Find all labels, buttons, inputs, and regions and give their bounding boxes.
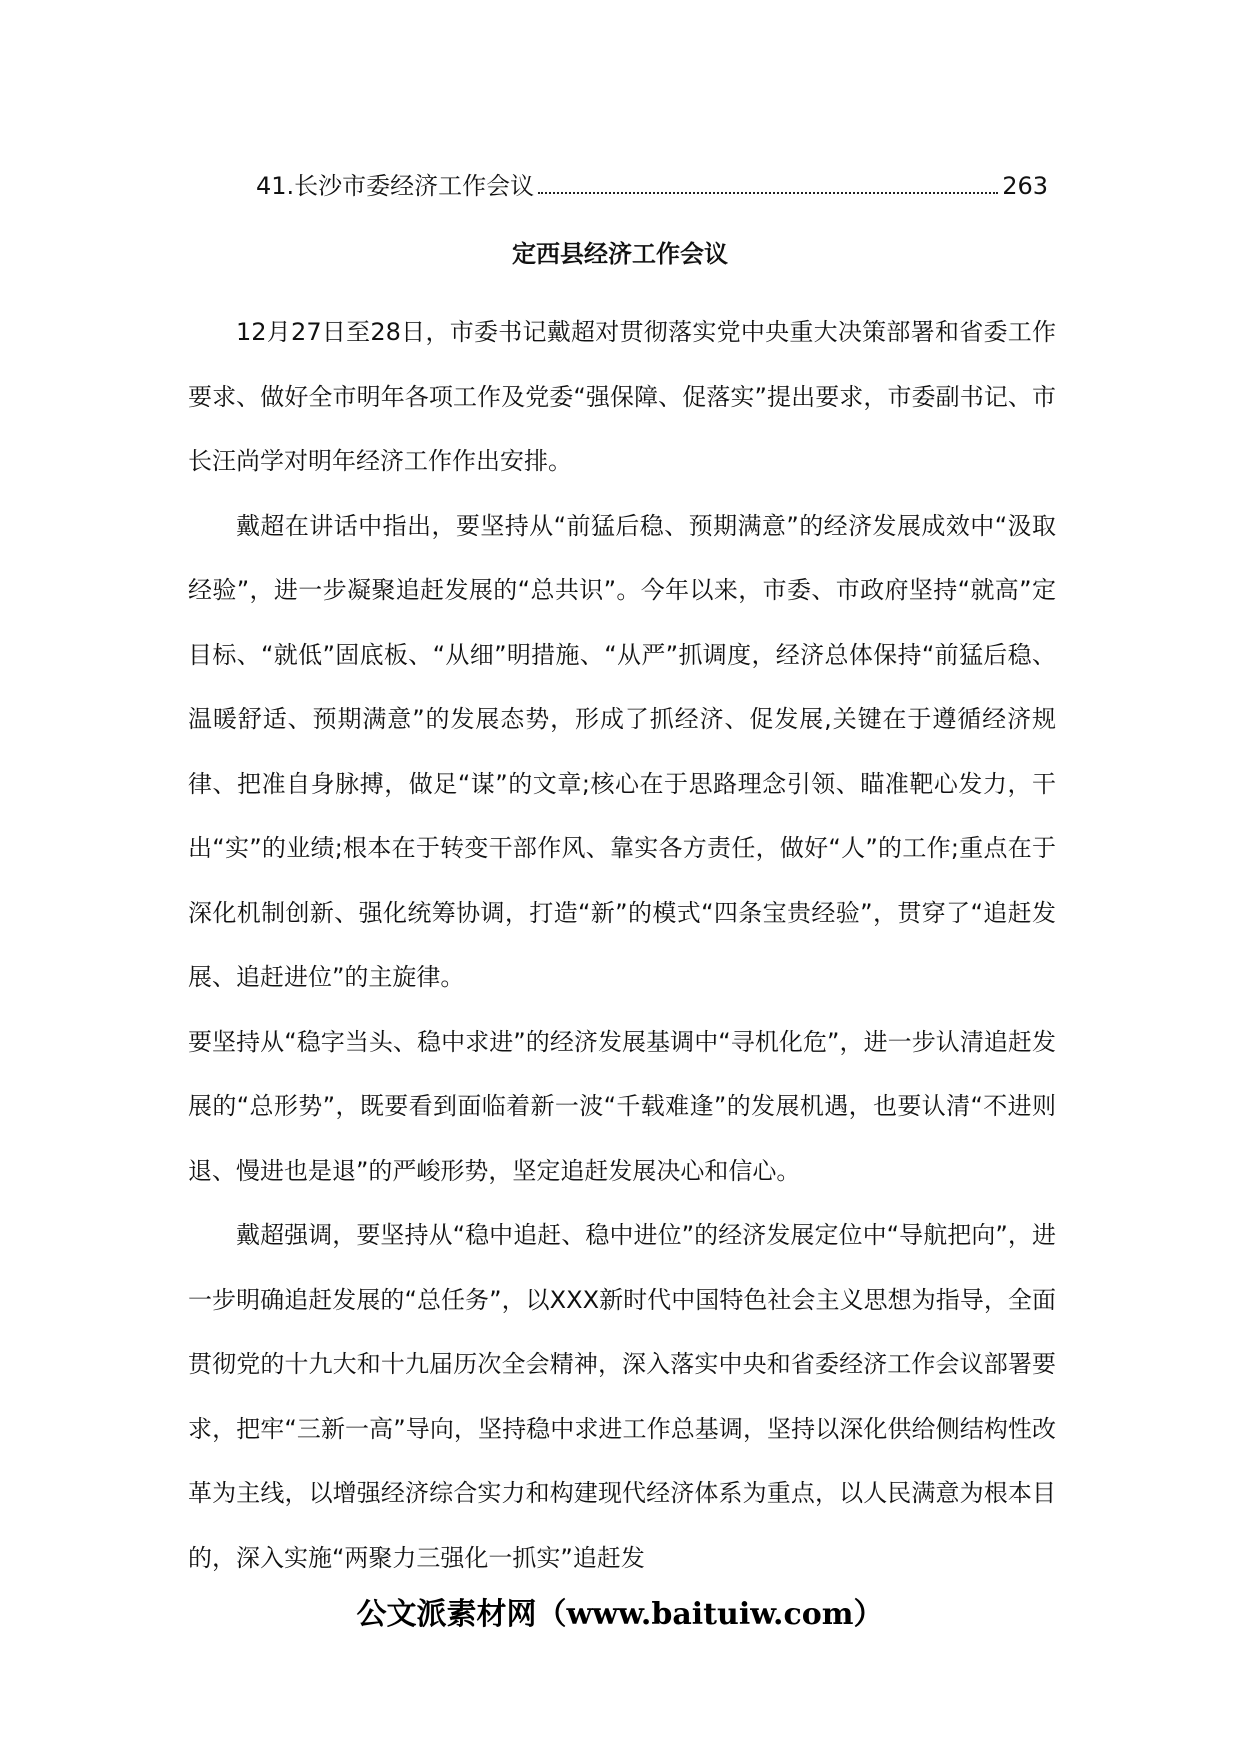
paragraph: 戴超强调，要坚持从“稳中追赶、稳中进位”的经济发展定位中“导航把向”，进一步明确追赶发展的“总任务”，以XXX新时代中国特色社会主义思想为指导，全面贯彻党的十九大和十九届历次全会精神，深入落实中央和省委经济工作会议部署要求，把牢“三新一高”导向，坚持稳中求进工作总基调，坚持以深化供给侧结构性改革为主线，以增强经济综合实力和构建现代经济体系为重点，以人民满意为根本目的，深入实施“两聚力三强化一抓实”追赶发	[188, 1221, 1056, 1572]
toc-entry-page: 263	[1002, 172, 1048, 200]
paragraph: 要坚持从“稳字当头、稳中求进”的经济发展基调中“寻机化危”，进一步认清追赶发展的“总形势”，既要看到面临着新一波“千载难逢”的发展机遇，也要认清“不进则退、慢进也是退”的严峻形势，坚定追赶发展决心和信心。	[188, 1027, 1056, 1185]
toc-leader-dots	[538, 191, 998, 194]
paragraph: 12月27日至28日，市委书记戴超对贯彻落实党中央重大决策部署和省委工作要求、做好全市明年各项工作及党委“强保障、促落实”提出要求，市委副书记、市长汪尚学对明年经济工作作出安排。	[188, 318, 1056, 475]
paragraph: 戴超在讲话中指出，要坚持从“前猛后稳、预期满意”的经济发展成效中“汲取经验”，进一步凝聚追赶发展的“总共识”。今年以来，市委、市政府坚持“就高”定目标、“就低”固底板、“从细”明措施、“从严”抓调度，经济总体保持“前猛后稳、温暖舒适、预期满意”的发展态势，形成了抓经济、促发展,关键在于遵循经济规律、把准自身脉搏，做足“谋”的文章;核心在于思路理念引领、瞄准靶心发力，干出“实”的业绩;根本在于转变干部作风、靠实各方责任，做好“人”的工作;重点在于深化机制创新、强化统筹协调，打造“新”的模式“四条宝贵经验”，贯穿了“追赶发展、追赶进位”的主旋律。	[188, 511, 1056, 991]
footer-watermark: 公文派素材网（www.baituiw.com）	[356, 1597, 884, 1632]
document-title: 定西县经济工作会议	[512, 240, 728, 268]
toc-entry-title: 41.长沙市委经济工作会议	[256, 172, 535, 200]
toc-entry[interactable]	[256, 168, 1048, 204]
document-body	[188, 300, 1056, 1590]
